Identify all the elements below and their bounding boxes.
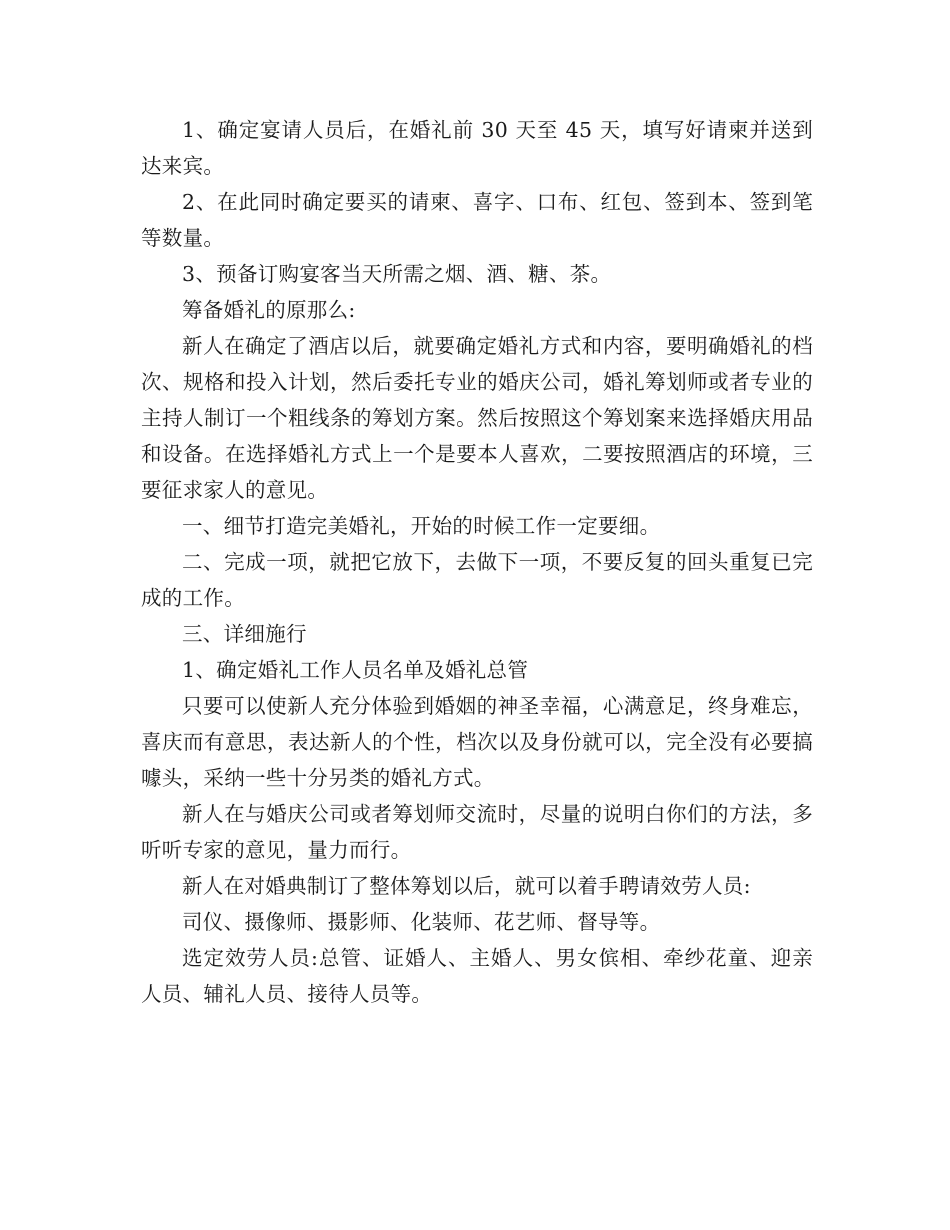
paragraph-planning-approach: 新人在确定了酒店以后，就要确定婚礼方式和内容，要明确婚礼的档次、规格和投入计划，然后委托专业的婚庆公司，婚礼筹划师或者专业的主持人制订一个粗线条的筹划方案。然后按照这个筹划案来选择婚庆用品和设备。在选择婚礼方式上一个是要本人喜欢，二要按照酒店的环境，三要征求家人的意见。 (141, 334, 813, 502)
paragraph-principles-heading: 筹备婚礼的原那么: (182, 298, 356, 322)
document-body (141, 112, 813, 1012)
paragraph-hire-staff: 新人在对婚典制订了整体筹划以后，就可以着手聘请效劳人员: (182, 874, 751, 898)
paragraph-implementation-heading: 三、详细施行 (182, 622, 307, 646)
paragraph-purchase-quantities: 2、在此同时确定要买的请柬、喜字、口布、红包、签到本、签到笔等数量。 (141, 190, 813, 250)
paragraph-communication: 新人在与婚庆公司或者筹划师交流时，尽量的说明白你们的方法，多听听专家的意见，量力而行。 (141, 802, 813, 862)
paragraph-invitations: 1、确定宴请人员后，在婚礼前 30 天至 45 天，填写好请柬并送到达来宾。 (141, 118, 813, 178)
paragraph-service-roles: 司仪、摄像师、摄影师、化装师、花艺师、督导等。 (182, 910, 661, 934)
paragraph-experience: 只要可以使新人充分体验到婚姻的神圣幸福，心满意足，终身难忘，喜庆而有意思，表达新人的个性，档次以及身份就可以，完全没有必要搞噱头，采纳一些十分另类的婚礼方式。 (141, 694, 813, 790)
paragraph-complete-items: 二、完成一项，就把它放下，去做下一项，不要反复的回头重复已完成的工作。 (141, 550, 813, 610)
paragraph-banquet-supplies: 3、预备订购宴客当天所需之烟、酒、糖、茶。 (182, 262, 612, 286)
paragraph-selected-staff: 选定效劳人员:总管、证婚人、主婚人、男女傧相、牵纱花童、迎亲人员、辅礼人员、接待人员等。 (141, 946, 813, 1006)
paragraph-staff-list: 1、确定婚礼工作人员名单及婚礼总管 (182, 658, 529, 682)
paragraph-detail-work: 一、细节打造完美婚礼，开始的时候工作一定要细。 (182, 514, 661, 538)
